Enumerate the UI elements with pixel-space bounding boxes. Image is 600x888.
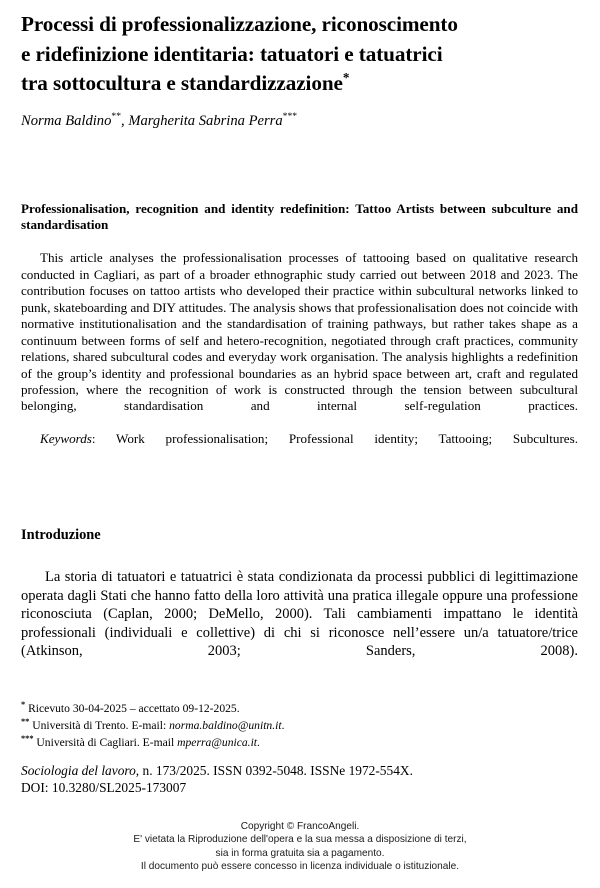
footnote-2-text-after: . xyxy=(281,719,285,733)
keywords-label: Keywords xyxy=(40,431,92,447)
abstract-block xyxy=(21,201,578,464)
footnote-2-text-before: Università di Trento. E-mail: xyxy=(32,719,170,733)
footnote-3 xyxy=(21,734,578,751)
copyright-line-4: Il documento può essere concesso in licenza individuale o istituzionale. xyxy=(140,861,460,873)
copyright-line-1: Copyright © FrancoAngeli. xyxy=(240,821,360,832)
footnote-2-marker: ** xyxy=(21,717,30,727)
author-list xyxy=(21,112,579,130)
footnote-1-text: Ricevuto 30-04-2025 – accettato 09-12-2025. xyxy=(28,702,240,715)
footnote-area xyxy=(21,700,578,752)
author-1-footnote-marker: ** xyxy=(111,111,122,123)
footnote-1 xyxy=(21,700,578,717)
journal-citation xyxy=(21,763,413,778)
title-line-3 xyxy=(21,69,579,99)
journal-name: Sociologia del lavoro xyxy=(21,763,136,778)
keywords-value: Work professionalisation; Professional identity; Tattooing; Subcultures. xyxy=(116,431,578,447)
page-title xyxy=(21,10,579,99)
journal-info xyxy=(21,763,578,797)
footnote-3-marker: *** xyxy=(21,734,34,744)
copyright-line-3: sia in forma gratuita sia a pagamento. xyxy=(215,847,385,859)
keywords-line xyxy=(21,431,578,464)
section-heading-introduzione: Introduzione xyxy=(21,527,101,543)
journal-doi[interactable]: DOI: 10.3280/SL2025-173007 xyxy=(21,779,187,795)
author-2-footnote-marker: *** xyxy=(282,111,298,123)
title-line-3-text: tra sottocultura e standardizzazione xyxy=(21,71,343,95)
footnote-1-marker: * xyxy=(21,700,26,710)
title-line-1: Processi di professionalizzazione, riconoscimento xyxy=(21,12,458,36)
author-separator: , xyxy=(121,113,129,129)
footnote-3-email[interactable]: mperra@unica.it xyxy=(177,736,258,750)
author-name-1: Norma Baldino xyxy=(21,113,112,129)
footnote-3-text-before: Università di Cagliari. E-mail xyxy=(36,736,178,750)
abstract-body: This article analyses the professionalisation processes of tattooing based on qualitative research conducted in Cagliari, as part of a broader ethnographic study carried out between 2018 and 2023. The contribution focuses on tattoo artists who developed their practice within subcultural networks linked to punk, skateboarding and DIY attitudes. The analysis shows that professionalisation does not coincide with normative institutionalisation and the standardisation of training pathways, but rather takes shape as a continuum between forms of self and hetero-recognition, negotiated through craft practices, community relations, shared subcultural codes and everyday work organisation. The analysis highlights a redefinition of the group’s identity and professional boundaries as an hybrid space between art, craft and regulated profession, where the recognition of work is constructed through the tension between subcultural belonging, standardisation and internal self-regulation practices. xyxy=(21,250,578,414)
copyright-line-2: E' vietata la Riproduzione dell'opera e la sua messa a disposizione di terzi, xyxy=(133,834,467,846)
abstract-heading: Professionalisation, recognition and identity redefinition: Tattoo Artists between subculture and standardisation xyxy=(21,201,578,233)
footnote-2-email[interactable]: norma.baldino@unitn.it xyxy=(169,719,282,733)
keywords-separator: : xyxy=(91,431,117,447)
journal-issue-info: , n. 173/2025. ISSN 0392-5048. ISSNe 1972-554X. xyxy=(135,763,413,778)
author-name-2: Margherita Sabrina Perra xyxy=(128,113,283,129)
footnote-2 xyxy=(21,717,578,734)
title-line-2: e ridefinizione identitaria: tatuatori e tatuatrici xyxy=(21,41,443,66)
section-body-introduzione: La storia di tatuatori e tatuatrici è stata condizionata da processi pubblici di legittimazione operata dagli Stati che hanno fatto della loro attività una pratica illegale oppure una professione riconosciuta (Caplan, 2000; DeMello, 2000). Tali cambiamenti impattano le identità professionali (individuali e collettive) di chi si riconosce nell’essere un/a tatuatore/trice (Atkinson, 2003; Sanders, 2008). xyxy=(21,569,578,659)
copyright-notice xyxy=(0,820,600,874)
title-footnote-marker: * xyxy=(342,69,350,85)
footnote-3-text-after: . xyxy=(257,736,260,750)
